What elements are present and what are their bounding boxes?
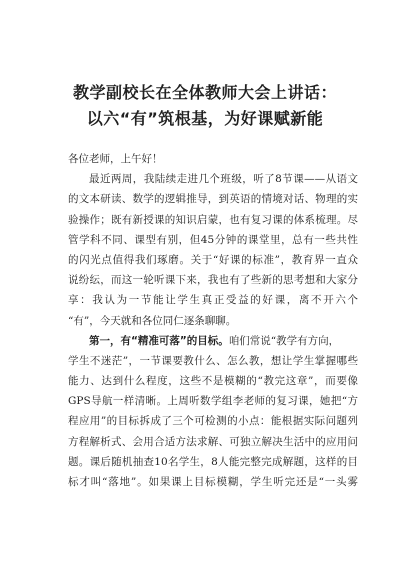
paragraph-1-line: 最近两周，我陆续走进几个班级，听了8节课——从语文 bbox=[89, 173, 358, 186]
paragraph-1-line: “有”，今天就和各位同仁逐条聊聊。 bbox=[68, 314, 237, 327]
paragraph-2-line: 题。课后随机抽查10名学生，8人能完整完成解题，这样的目 bbox=[68, 455, 358, 468]
paragraph-2-line: GPS导航一样清晰。上周听数学组李老师的复习课，她把“方 bbox=[68, 395, 358, 408]
paragraph-1-line: 验操作；既有新授课的知识启蒙，也有复习课的体系梳理。尽 bbox=[68, 213, 358, 226]
greeting: 各位老师，上午好！ bbox=[68, 153, 163, 165]
document-body bbox=[68, 149, 358, 492]
paragraph-1-line: 的闪光点值得我们琢磨。关于“好课的标准”，教育界一直众 bbox=[68, 253, 358, 266]
paragraph-1-line: 享：我认为一节能让学生真正受益的好课，离不开六个 bbox=[68, 294, 358, 307]
paragraph-2-text: 咱们常说“教学有方向， bbox=[228, 334, 340, 347]
document-title-line-2: 以六“有”筑根基，为好课赋新能 bbox=[86, 109, 324, 128]
paragraph-2-line: 标才叫“落地”。如果课上目标模糊，学生听完还是“一头雾 bbox=[68, 476, 358, 488]
paragraph-2-first-line bbox=[68, 331, 358, 351]
paragraph-2-line: 方程解析式、会用合适方法求解、可独立解决生活中的应用问 bbox=[68, 435, 358, 448]
paragraph-2-line: 能力、达到什么程度，这些不是模糊的“教完这章”，而要像 bbox=[68, 375, 358, 388]
paragraph-1-line: 管学科不同、课型有别，但45分钟的课堂里，总有一些共性 bbox=[68, 233, 358, 246]
paragraph-1-line: 的文本研读、数学的逻辑推导，到英语的情境对话、物理的实 bbox=[68, 193, 358, 206]
paragraph-1-line: 说纷纭，而这一轮听课下来，我也有了些新的思考想和大家分 bbox=[68, 274, 358, 287]
document-title-line-1: 教学副校长在全体教师大会上讲话： bbox=[72, 83, 337, 102]
section-heading: 第一，有“精准可落”的目标。 bbox=[89, 334, 229, 347]
paragraph-2-line: 学生不迷茫”，一节课要教什么、怎么教，想让学生掌握哪些 bbox=[68, 354, 358, 367]
paragraph-2-line: 程应用”的目标拆成了三个可检测的小点：能根据实际问题列 bbox=[68, 415, 358, 428]
